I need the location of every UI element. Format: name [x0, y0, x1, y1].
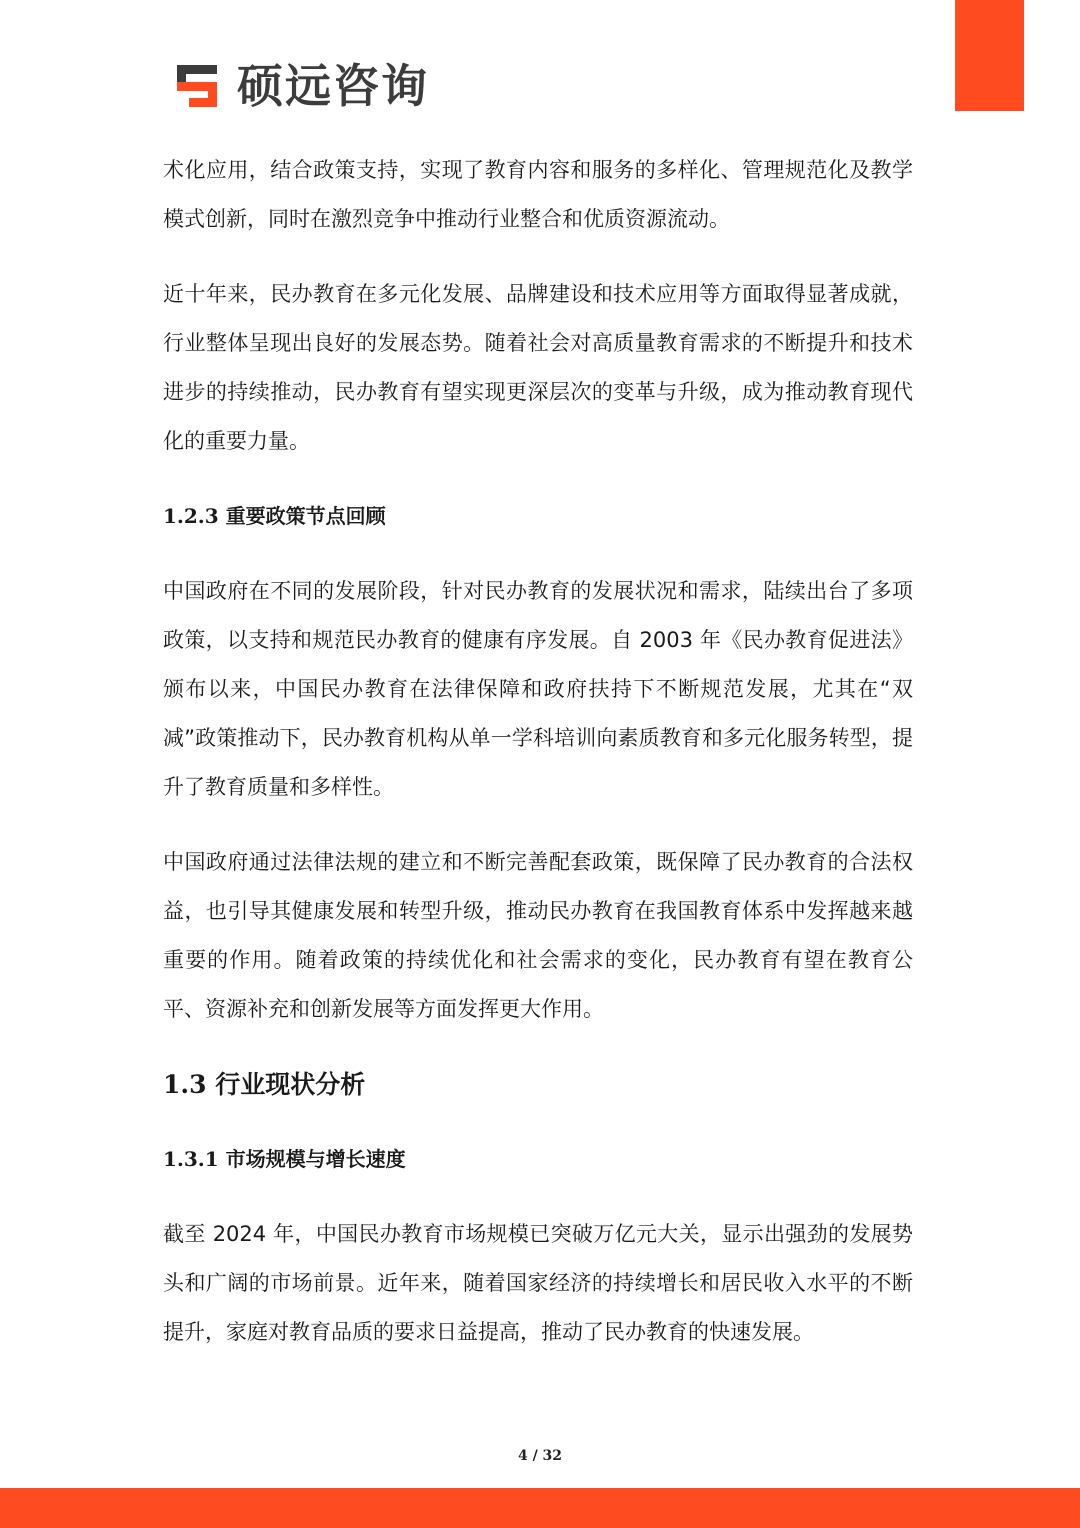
brand-logo — [175, 60, 429, 112]
section-heading-1-2-3: 1.2.3 重要政策节点回顾 — [163, 504, 386, 528]
paragraph: 近十年来，民办教育在多元化发展、品牌建设和技术应用等方面取得显著成就，行业整体呈现出良好的发展态势。随着社会对高质量教育需求的不断提升和技术进步的持续推动，民办教育有望实现更深层次的变革与升级，成为推动教育现代化的重要力量。 — [163, 282, 913, 453]
page-number: 4 / 32 — [517, 1448, 563, 1464]
section-heading-1-3: 1.3 行业现状分析 — [163, 1070, 366, 1099]
footer-accent-bar — [0, 1488, 1080, 1528]
paragraph: 中国政府通过法律法规的建立和不断完善配套政策，既保障了民办教育的合法权益，也引导其健康发展和转型升级，推动民办教育在我国教育体系中发挥越来越重要的作用。随着政策的持续优化和社会需求的变化，民办教育有望在教育公平、资源补充和创新发展等方面发挥更大作用。 — [163, 850, 913, 1021]
paragraph: 中国政府在不同的发展阶段，针对民办教育的发展状况和需求，陆续出台了多项政策，以支持和规范民办教育的健康有序发展。自 2003 年《民办教育促进法》颁布以来，中国民办教育在法律保障和政府扶持下不断规范发展，尤其在“双减”政策推动下，民办教育机构从单一学科培训向素质教育和多元化服务转型，提升了教育质量和多样性。 — [163, 579, 913, 799]
corner-accent-block — [955, 0, 1024, 111]
brand-name: 硕远咨询 — [237, 59, 429, 113]
document-body — [163, 146, 913, 1357]
paragraph: 截至 2024 年，中国民办教育市场规模已突破万亿元大关，显示出强劲的发展势头和广阔的市场前景。近年来，随着国家经济的持续增长和居民收入水平的不断提升，家庭对教育品质的要求日益提高，推动了民办教育的快速发展。 — [163, 1222, 913, 1344]
section-heading-1-3-1: 1.3.1 市场规模与增长速度 — [163, 1147, 406, 1171]
paragraph: 术化应用，结合政策支持，实现了教育内容和服务的多样化、管理规范化及教学模式创新，同时在激烈竞争中推动行业整合和优质资源流动。 — [163, 158, 913, 231]
brand-logo-icon — [175, 63, 227, 109]
